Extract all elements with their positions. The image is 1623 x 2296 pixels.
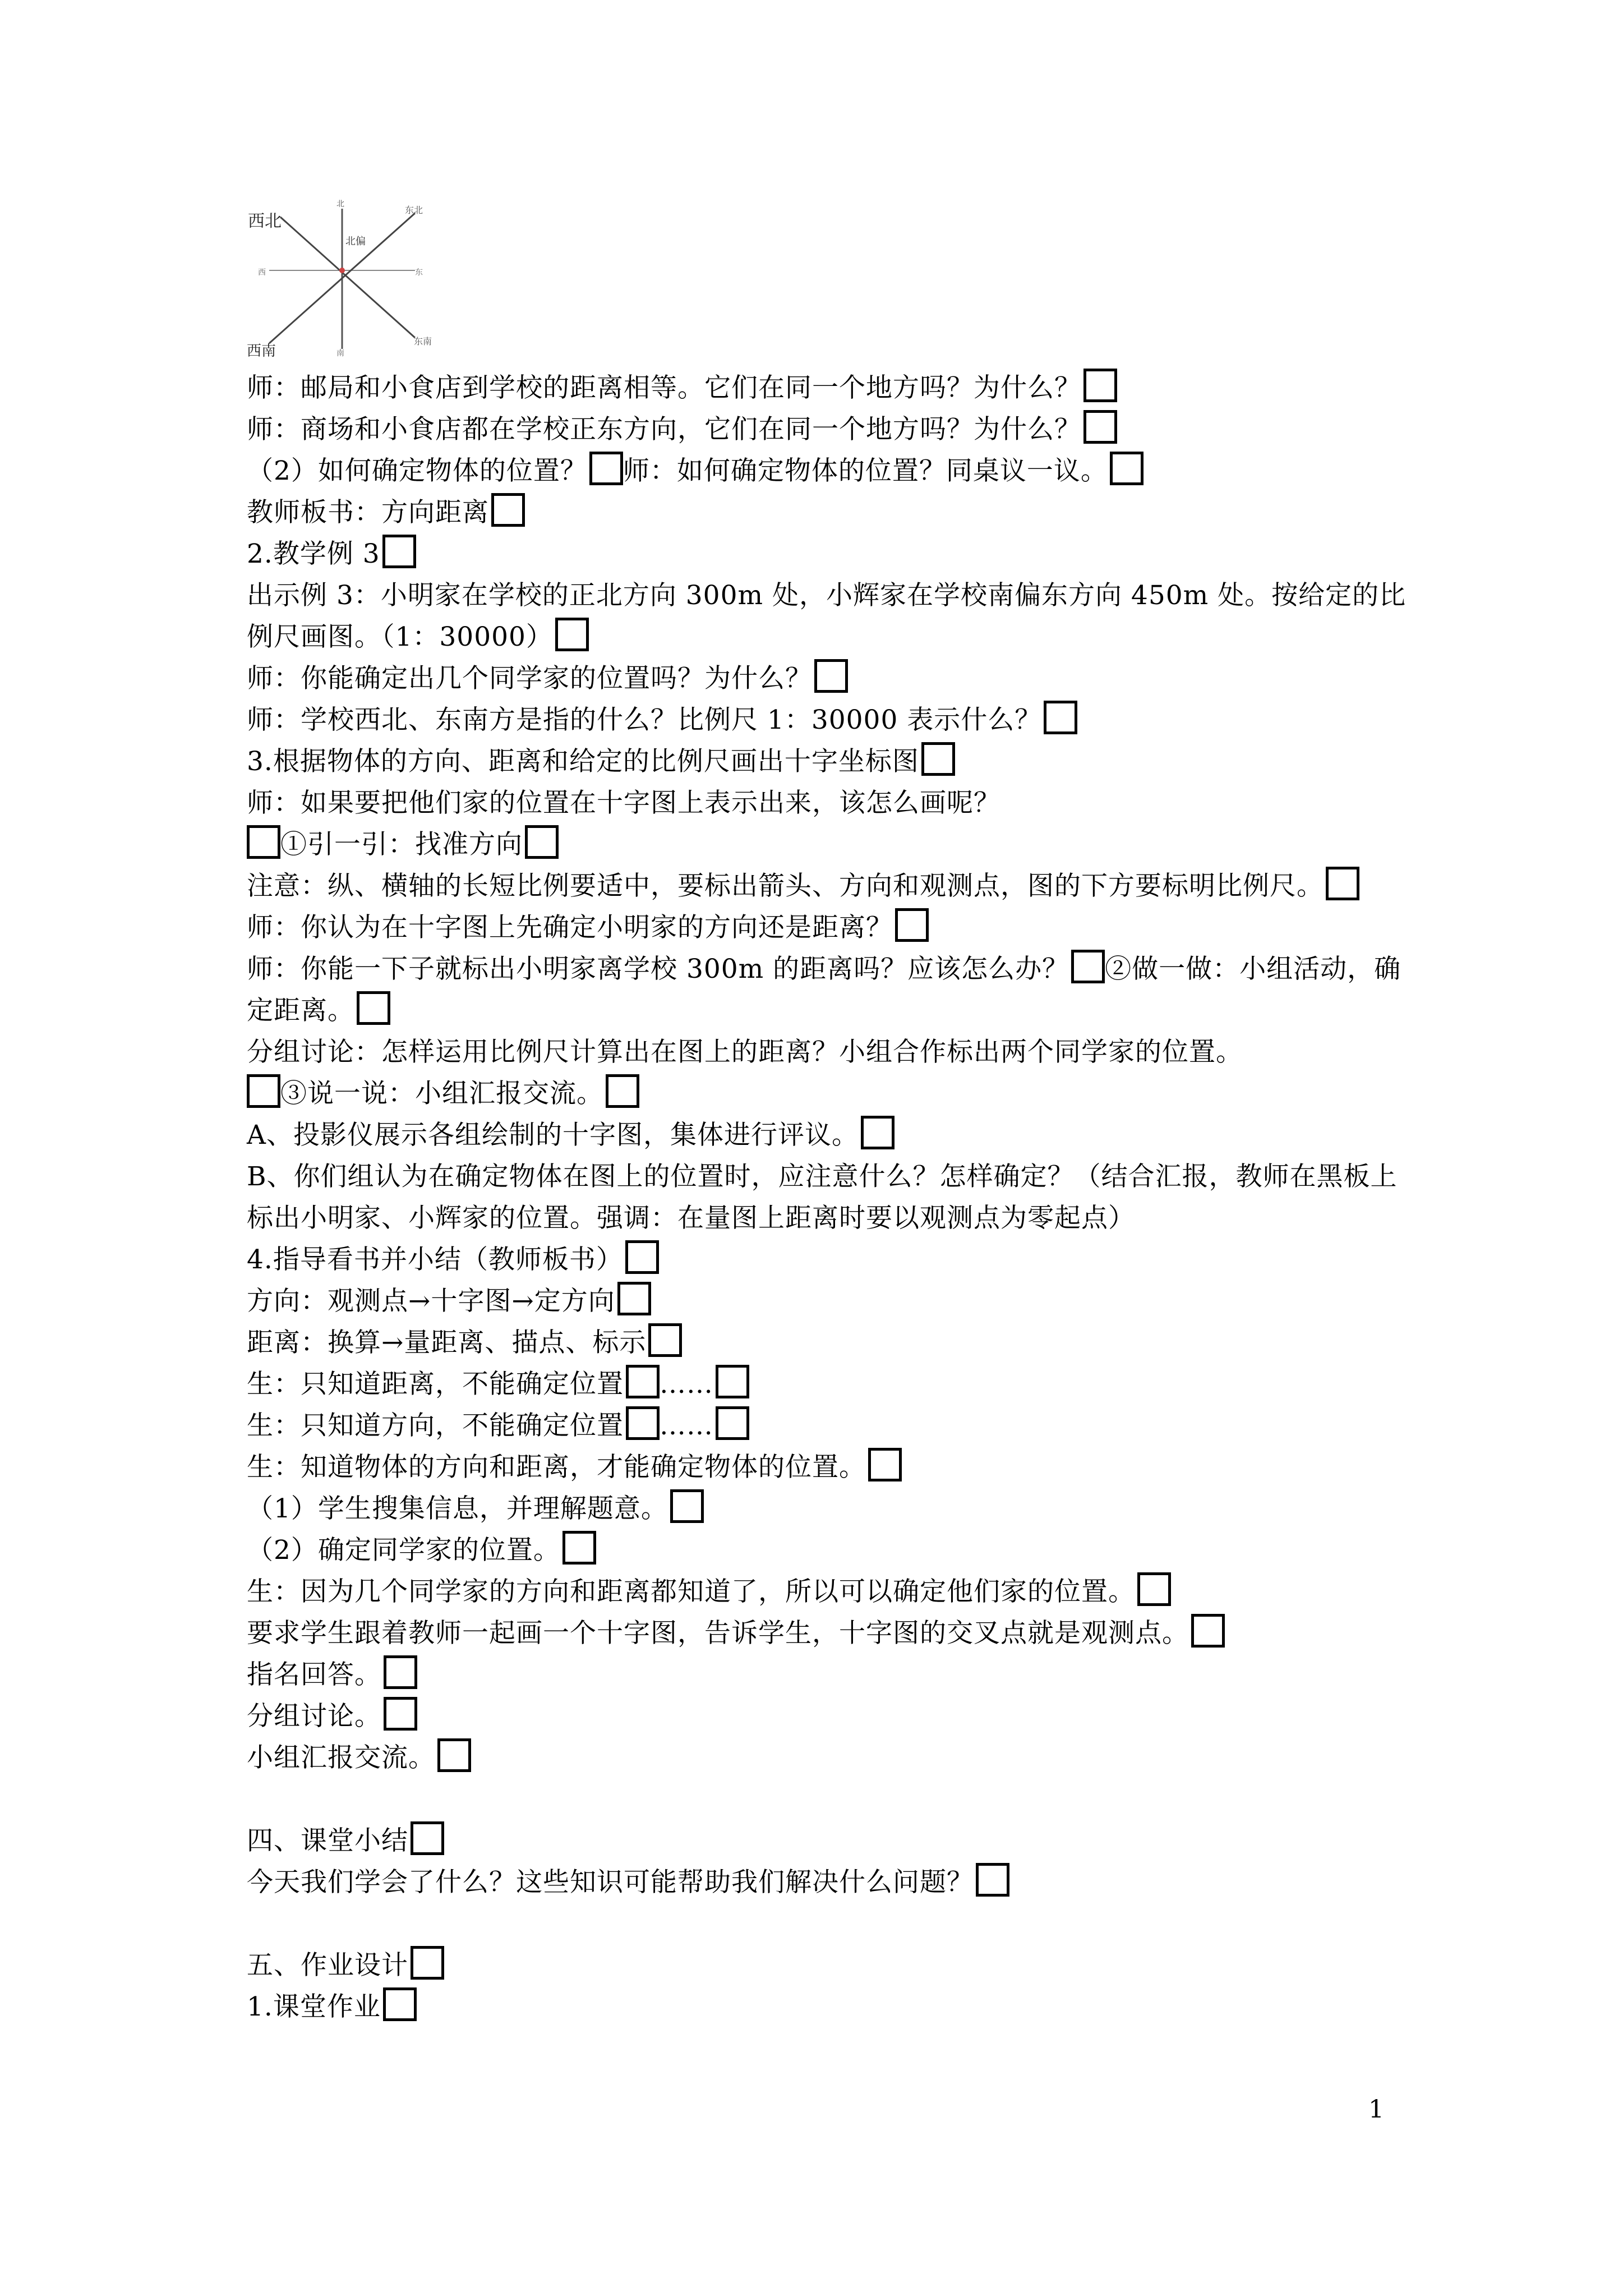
section-heading: 五、作业设计 (247, 1945, 1413, 1986)
blank-box (716, 1406, 749, 1440)
text-line: A、投影仪展示各组绘制的十字图，集体进行评议。 (247, 1115, 1413, 1156)
section-heading: 四、课堂小结 (247, 1820, 1413, 1862)
text-line: 指名回答。 (247, 1654, 1413, 1696)
text-line: 今天我们学会了什么？这些知识可能帮助我们解决什么问题？ (247, 1862, 1413, 1903)
blank-box (921, 742, 955, 776)
text-line: 生：只知道距离，不能确定位置 …… (247, 1364, 1413, 1405)
text-line: 方向：观测点→十字图→定方向 (247, 1281, 1413, 1322)
blank-box (625, 1240, 659, 1274)
label-east: 东 (415, 268, 423, 277)
blank-box (247, 1074, 280, 1108)
text-line: 教师板书：方向距离 (247, 492, 1413, 533)
label-northwest: 西北 (248, 211, 282, 231)
blank-box (1044, 701, 1077, 734)
blank-box (814, 659, 848, 693)
blank-box (626, 1406, 660, 1440)
blank-box (895, 908, 929, 942)
text-line: 2.教学例 3 (247, 533, 1413, 575)
blank-box (1191, 1614, 1225, 1648)
text-line: 生：知道物体的方向和距离，才能确定物体的位置。 (247, 1447, 1413, 1488)
text-line: 生：只知道方向，不能确定位置 …… (247, 1405, 1413, 1447)
blank-box (525, 825, 559, 859)
blank-box (861, 1116, 895, 1149)
blank-box (648, 1323, 682, 1357)
text-line: 师：你认为在十字图上先确定小明家的方向还是距离？ (247, 907, 1413, 949)
blank-box (617, 1282, 651, 1315)
text-line: 师：学校西北、东南方是指的什么？比例尺 1：30000 表示什么？ (247, 700, 1413, 741)
diagram-center-point (339, 268, 345, 273)
label-south: 南 (336, 349, 344, 358)
text-line: 分组讨论。 (247, 1696, 1413, 1737)
blank-box (1137, 1572, 1171, 1606)
blank-box (411, 1946, 444, 1980)
text-line: 师：商场和小食店都在学校正东方向，它们在同一个地方吗？为什么？ (247, 409, 1413, 450)
compass-diagram (247, 197, 437, 360)
blank-box (384, 1697, 417, 1731)
text-line: 小组汇报交流。 (247, 1737, 1413, 1779)
blank-box (670, 1489, 704, 1523)
blank-box (626, 1365, 660, 1398)
blank-box (589, 452, 623, 485)
text-line: B、你们组认为在确定物体在图上的位置时，应注意什么？怎样确定？（结合汇报，教师在黑板上标出小明家、小辉家的位置。强调：在量图上距离时要以观测点为零起点） (247, 1161, 1398, 1234)
text-line: 师：如果要把他们家的位置在十字图上表示出来，该怎么画呢？ (247, 788, 1000, 818)
text-line: 师：你能一下子就标出小明家离学校 300m 的距离吗？应该怎么办？ ②做一做：小组活动，确定距离。 (247, 949, 1413, 1032)
text-line: 1.课堂作业 (247, 1986, 1413, 2028)
blank-box (357, 991, 390, 1025)
label-southwest: 西南 (247, 343, 276, 360)
blank-box (491, 493, 525, 527)
label-north: 北 (336, 200, 344, 209)
blank-box (1083, 369, 1117, 402)
blank-box (716, 1365, 749, 1398)
label-northeast: 东北 (405, 205, 423, 215)
text-line: 注意：纵、横轴的长短比例要适中，要标出箭头、方向和观测点，图的下方要标明比例尺。 (247, 866, 1413, 907)
text-line: 师：你能确定出几个同学家的位置吗？为什么？ (247, 658, 1413, 700)
blank-box (1110, 452, 1144, 485)
blank-box (1326, 867, 1359, 900)
text-line: 分组讨论：怎样运用比例尺计算出在图上的距离？小组合作标出两个同学家的位置。 (247, 1037, 1243, 1068)
text-line: 出示例 3：小明家在学校的正北方向 300m 处，小辉家在学校南偏东方向 450m 处。按给定的比例尺画图。（1：30000） (247, 580, 1407, 652)
blank-box (384, 1655, 417, 1689)
blank-box (868, 1448, 902, 1481)
text-line: ①引一引：找准方向 (247, 824, 1413, 866)
blank-box (1071, 950, 1105, 983)
label-southeast: 东南 (414, 336, 432, 347)
page-number: 1 (1368, 2095, 1384, 2124)
text-line: （2）如何确定物体的位置？ 师：如何确定物体的位置？同桌议一议。 (247, 450, 1413, 492)
blank-box (411, 1821, 444, 1855)
text-line: 生：因为几个同学家的方向和距离都知道了，所以可以确定他们家的位置。 (247, 1571, 1413, 1613)
blank-box (383, 1987, 417, 2021)
blank-box (247, 825, 280, 859)
text-line: （2）确定同学家的位置。 (247, 1530, 1413, 1571)
text-line: ③说一说：小组汇报交流。 (247, 1073, 1413, 1115)
text-line: 距离：换算→量距离、描点、标示 (247, 1322, 1413, 1364)
blank-box (606, 1074, 639, 1108)
blank-box (562, 1531, 596, 1565)
text-line: 3.根据物体的方向、距离和给定的比例尺画出十字坐标图 (247, 741, 1413, 783)
blank-box (976, 1863, 1009, 1897)
text-line: 4.指导看书并小结（教师板书） (247, 1239, 1413, 1281)
blank-box (555, 618, 589, 651)
label-center: 北偏 (345, 236, 366, 247)
blank-box (437, 1738, 471, 1772)
blank-box (382, 535, 416, 568)
text-line: 要求学生跟着教师一起画一个十字图，告诉学生，十字图的交叉点就是观测点。 (247, 1613, 1413, 1654)
label-west: 西 (258, 268, 266, 277)
text-line: （1）学生搜集信息，并理解题意。 (247, 1488, 1413, 1530)
document-body (247, 367, 1413, 2028)
blank-box (1083, 410, 1117, 444)
text-line: 师：邮局和小食店到学校的距离相等。它们在同一个地方吗？为什么？ (247, 367, 1413, 409)
